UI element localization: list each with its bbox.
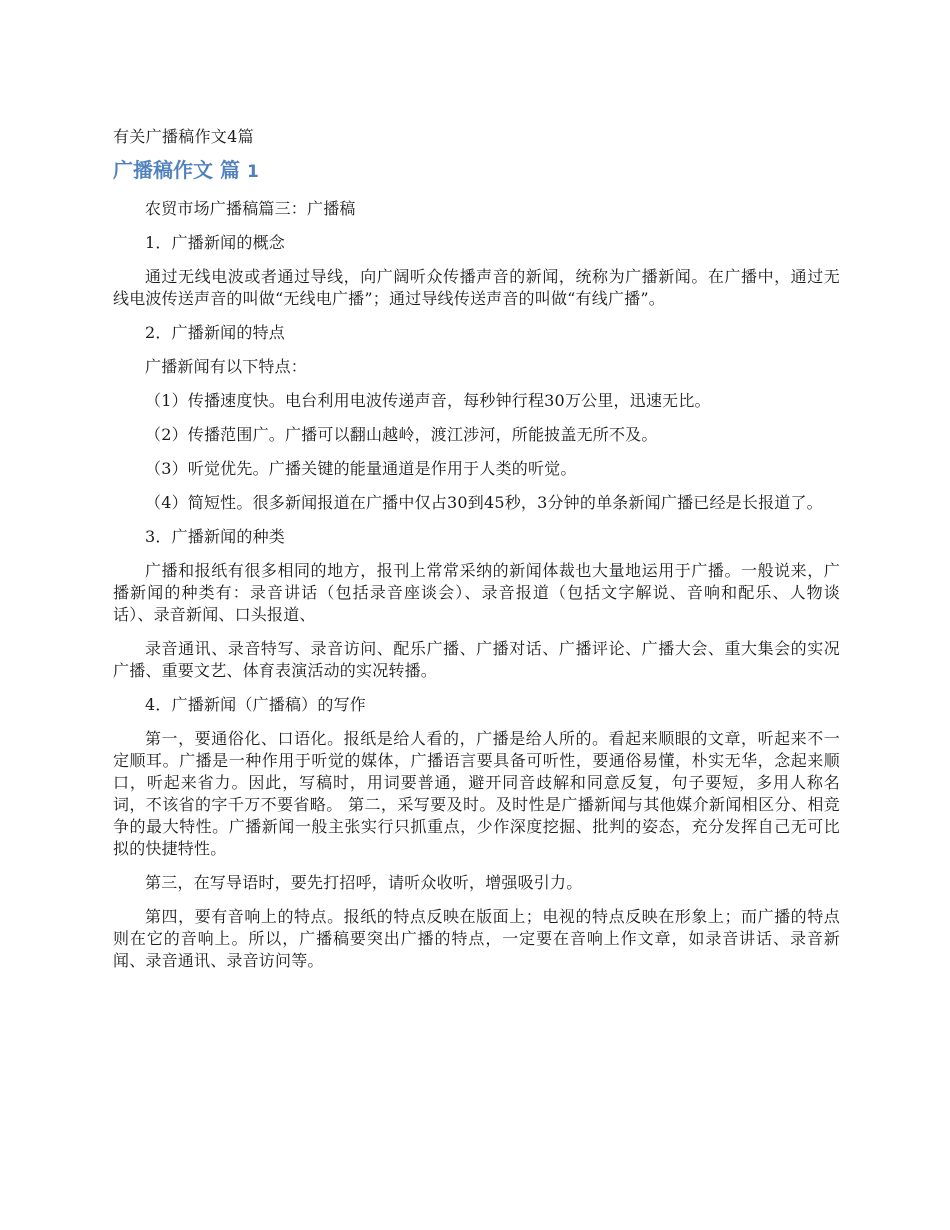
section-number: 1	[246, 162, 259, 182]
paragraph-heading-concept: 1．广播新闻的概念	[145, 233, 285, 252]
paragraph-feature-3: （3）听觉优先。广播关键的能量通道是作用于人类的听觉。	[145, 459, 577, 478]
paragraph-types-1: 广播和报纸有很多相同的地方，报刊上常常采纳的新闻体裁也大量地运用于广播。一般说来，广播新闻的种类有：录音讲话（包括录音座谈会）、录音报道（包括文字解说、音响和配乐、人物谈话）、录音新闻、口头报道、	[113, 561, 840, 624]
paragraph-subtitle: 农贸市场广播稿篇三：广播稿	[145, 199, 356, 218]
paragraph-writing-3: 第三，在写导语时，要先打招呼，请听众收听，增强吸引力。	[145, 873, 583, 892]
section-heading	[113, 156, 840, 186]
paragraph-feature-2: （2）传播范围广。广播可以翻山越岭，渡江涉河，所能披盖无所不及。	[145, 425, 658, 444]
paragraph-types-2: 录音通讯、录音特写、录音访问、配乐广播、广播对话、广播评论、广播大会、重大集会的实况广播、重要文艺、体育表演活动的实况转播。	[113, 639, 840, 680]
document-title: 有关广播稿作文4篇	[113, 127, 254, 146]
paragraph-heading-writing: 4．广播新闻（广播稿）的写作	[145, 695, 366, 714]
paragraph-features-intro: 广播新闻有以下特点：	[145, 357, 308, 376]
document-body	[113, 126, 840, 984]
paragraph-heading-features: 2．广播新闻的特点	[145, 323, 285, 342]
paragraph-feature-1: （1）传播速度快。电台利用电波传递声音，每秒钟行程30万公里，迅速无比。	[145, 391, 711, 410]
section-heading-text: 广播稿作文 篇	[113, 158, 240, 182]
paragraph-heading-types: 3．广播新闻的种类	[145, 527, 285, 546]
paragraph-writing-4: 第四，要有音响上的特点。报纸的特点反映在版面上；电视的特点反映在形象上；而广播的特点则在它的音响上。所以，广播稿要突出广播的特点，一定要在音响上作文章，如录音讲话、录音新闻、录音通讯、录音访问等。	[113, 907, 840, 970]
paragraph-feature-4: （4）简短性。很多新闻报道在广播中仅占30到45秒，3分钟的单条新闻广播已经是长报道了。	[145, 493, 823, 512]
paragraph-writing-1: 第一，要通俗化、口语化。报纸是给人看的，广播是给人所的。看起来顺眼的文章，听起来不一定顺耳。广播是一种作用于听觉的媒体，广播语言要具备可听性，要通俗易懂，朴实无华，念起来顺口，听起来省力。因此，写稿时，用词要普通，避开同音歧解和同意反复，句子要短，多用人称名词，不该省的字千万不要省略。 第二，采写要及时。及时性是广播新闻与其他媒介新闻相区分、相竞争的最大特性。广播新闻一般主张实行只抓重点，少作深度挖掘、批判的姿态，充分发挥自己无可比拟的快捷特性。	[113, 729, 840, 858]
paragraph-concept: 通过无线电波或者通过导线，向广阔听众传播声音的新闻，统称为广播新闻。在广播中，通过无线电波传送声音的叫做“无线电广播”；通过导线传送声音的叫做“有线广播”。	[113, 267, 840, 308]
